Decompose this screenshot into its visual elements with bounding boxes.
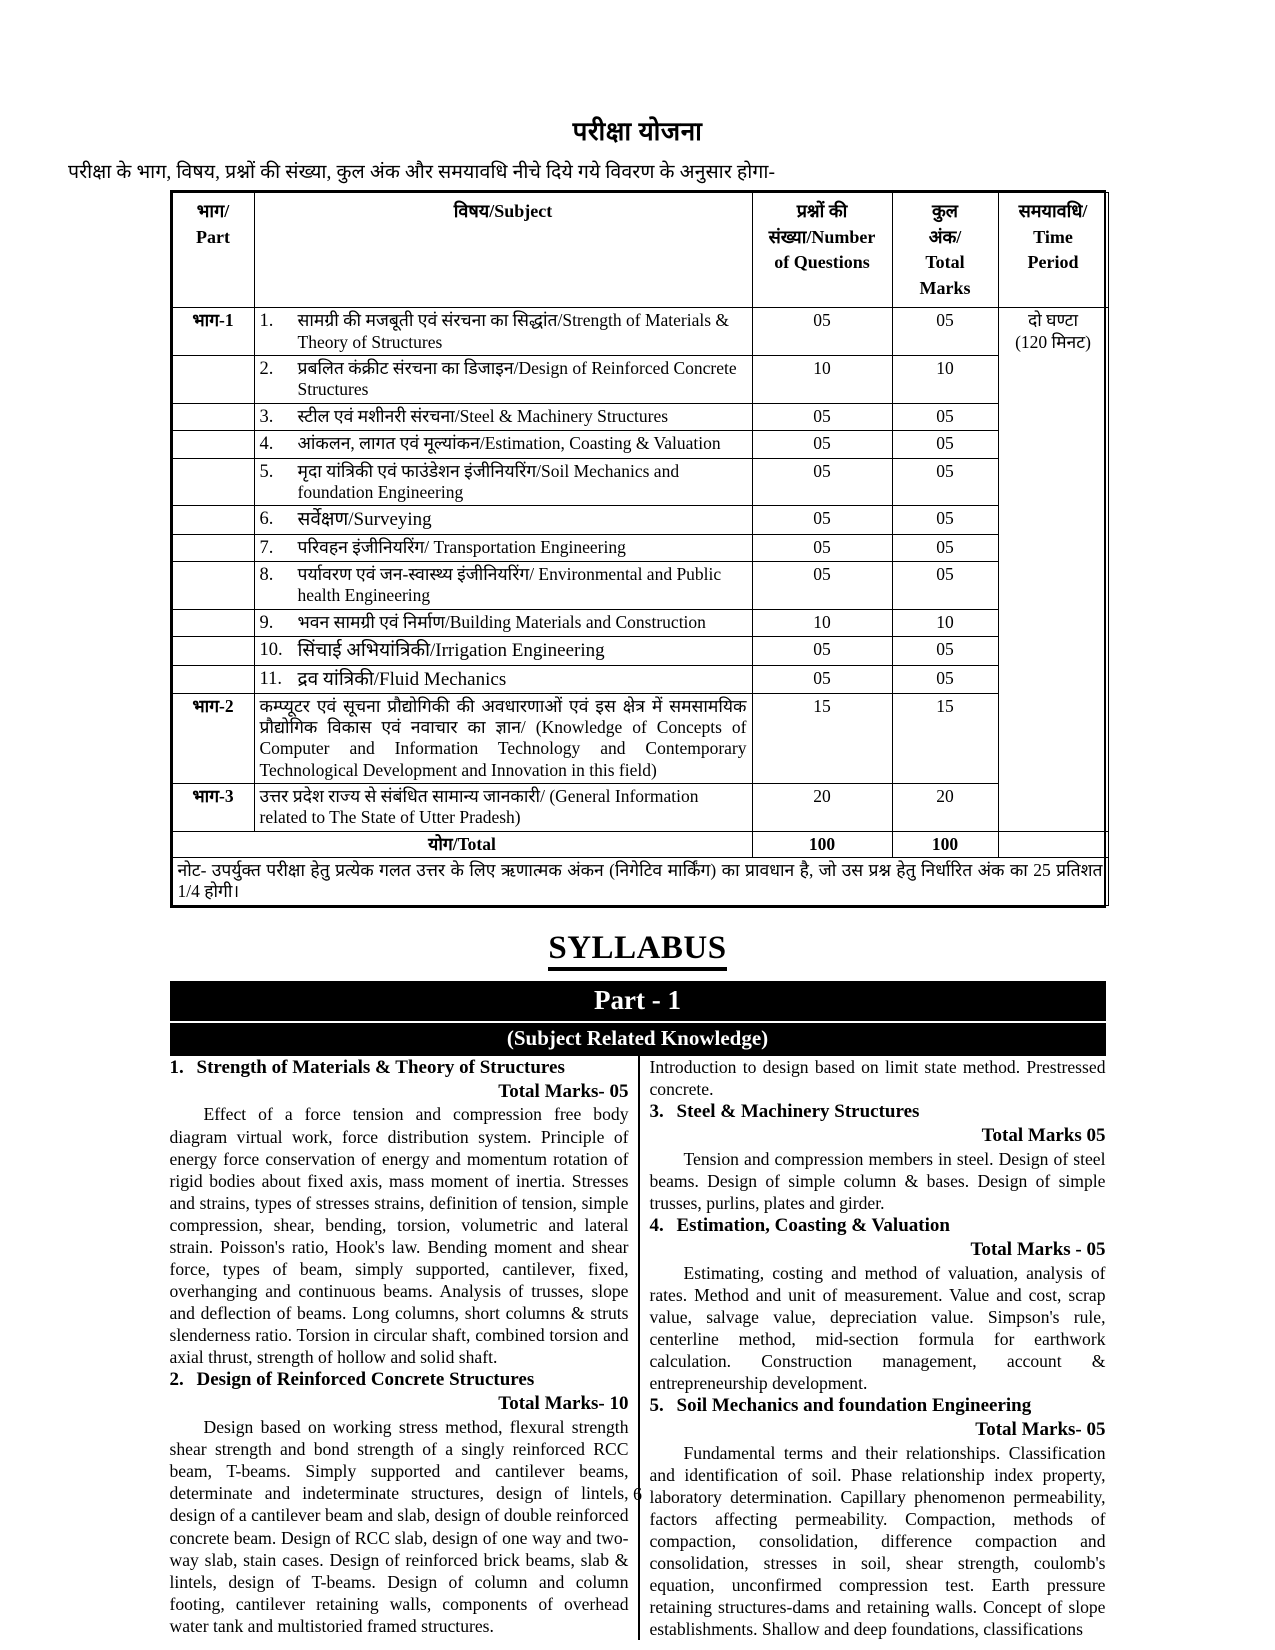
table-row: [172, 665, 1108, 693]
cell-part: [172, 403, 254, 431]
cell-marks: 15: [892, 693, 998, 783]
cell-marks: 05: [892, 637, 998, 665]
subject-text: सर्वेक्षण/Surveying: [297, 509, 432, 531]
column-header-questions-l2: संख्या/Number: [768, 226, 876, 247]
subject-index: 6.: [259, 509, 274, 530]
table-row: [172, 355, 1108, 403]
cell-subject: [254, 562, 752, 610]
syllabus-paragraph: Design based on working stress method, flexural strength shear strength and bond strength of a singly reinforced RCC beam, T-beams. Simply supported and cantilever beams, determinate and indeterminate structures, design of lintels, design of a cantilever beam and slab, design of double reinforced concrete beam. Design of RCC slab, design of one way and two-way slab, stain cases. Design of reinforced brick beams, slab & lintels, design of T-beams. Design of column and column footing, cantilever retaining walls, components of overhead water tank and multistoried framed structures.: [169, 1417, 629, 1636]
cell-part: [172, 637, 254, 665]
column-header-time-l2: Time: [1033, 226, 1073, 247]
column-header-part-hi: भाग/: [196, 201, 230, 221]
subject-index: 7.: [259, 537, 274, 558]
cell-subject: [254, 355, 752, 403]
syllabus-left-column: [170, 1056, 638, 1641]
syllabus-section-number: 1.: [169, 1056, 184, 1078]
syllabus-total-marks: Total Marks- 10: [498, 1393, 629, 1415]
subject-index: 11.: [259, 668, 282, 689]
cell-subject: [254, 431, 752, 459]
syllabus-section-number: 3.: [649, 1100, 664, 1122]
cell-questions: 20: [752, 784, 892, 832]
cell-marks: 10: [892, 355, 998, 403]
cell-questions: 10: [752, 609, 892, 637]
cell-questions: 15: [752, 693, 892, 783]
subject-index: 5.: [259, 461, 274, 482]
syllabus-section-heading: [170, 1056, 629, 1080]
cell-marks: 05: [892, 506, 998, 534]
column-header-marks-l1: कुल: [931, 201, 959, 221]
syllabus-section-title: Design of Reinforced Concrete Structures: [196, 1369, 535, 1391]
cell-questions: 05: [752, 665, 892, 693]
syllabus-total-marks: Total Marks- 05: [975, 1418, 1106, 1440]
time-period-line1: दो घण्टा: [1027, 310, 1078, 331]
cell-part: भाग-3: [172, 784, 254, 832]
cell-marks: 05: [892, 403, 998, 431]
syllabus-paragraph: Effect of a force tension and compression free body diagram virtual work, force distribution system. Principle of energy force conservation of energy and momentum rotation of rigid bodies about fixed axis, mass moment of inertia. Stresses and strains, types of stresses strains, definition of tension, simple compression, shear, bending, torsion, volumetric and lateral strain. Poisson's ratio, Hook's law. Bending moment and shear force, types of beam, simply supported, cantilever, fixed, overhanging and continuous beams. Analysis of trusses, slope and deflection of beams. Long columns, short columns & struts slenderness ratio. Torsion in circular shaft, combined torsion and axial thrust, strength of hollow and solid shaft.: [169, 1104, 629, 1368]
total-time-empty: [998, 831, 1108, 857]
exam-scheme-table-wrapper: [170, 190, 1106, 908]
syllabus-section-number: 2.: [169, 1369, 184, 1391]
column-header-marks-l3: Total: [925, 252, 965, 273]
cell-marks: 05: [892, 431, 998, 459]
subject-text: भवन सामग्री एवं निर्माण/Building Materials and Construction: [297, 611, 706, 632]
table-header-row: [172, 193, 1108, 308]
cell-subject: [254, 308, 752, 356]
cell-marks: 20: [892, 784, 998, 832]
cell-part: [172, 355, 254, 403]
part-banner: Part - 1: [170, 981, 1106, 1023]
subject-text: सिंचाई अभियांत्रिकी/Irrigation Engineering: [297, 640, 605, 662]
syllabus-section-heading: [650, 1214, 1106, 1238]
subject-text: कम्प्यूटर एवं सूचना प्रौद्योगिकी की अवधारणाओं एवं इस क्षेत्र में समसामयिक प्रौद्योगिक विकास एवं नवाचार का ज्ञान/ (Knowledge of Concepts of Computer and Information Technology and Contemporary Technological Development and Innovation in this field): [259, 695, 747, 780]
syllabus-section-title: Estimation, Coasting & Valuation: [676, 1214, 950, 1236]
column-header-time: [998, 193, 1108, 308]
cell-part: भाग-1: [172, 308, 254, 356]
cell-time-period: [998, 308, 1108, 832]
column-header-time-l3: Period: [1027, 252, 1079, 273]
table-row: [172, 562, 1108, 610]
negative-marking-note: नोट- उपर्युक्त परीक्षा हेतु प्रत्येक गलत उत्तर के लिए ऋणात्मक अंकन (निगेटिव मार्किंग) का प्रावधान है, जो उस प्रश्न हेतु निर्धारित अंक का 25 प्रतिशत 1/4 होगी।: [172, 858, 1108, 906]
syllabus-total-marks: Total Marks- 05: [498, 1080, 629, 1102]
cell-questions: 05: [752, 637, 892, 665]
subject-index: 1.: [259, 311, 274, 332]
table-row: [172, 403, 1108, 431]
cell-questions: 05: [752, 534, 892, 562]
table-row: [172, 637, 1108, 665]
table-header: [172, 193, 1108, 308]
cell-subject: [254, 693, 752, 783]
cell-subject: [254, 534, 752, 562]
cell-part: [172, 431, 254, 459]
syllabus-paragraph: Estimating, costing and method of valuation, analysis of rates. Method and unit of measurement. Value and cost, scrap value, salvage value, depreciation value. Simpson's rule, centerline method, mid-section formula for earthwork calculation. Construction management, account & entrepreneurship development.: [649, 1262, 1106, 1393]
syllabus-paragraph: Introduction to design based on limit state method. Prestressed concrete.: [649, 1056, 1106, 1099]
column-header-part-en: Part: [196, 226, 230, 247]
syllabus-total-marks: Total Marks 05: [981, 1124, 1106, 1146]
subject-text: आंकलन, लागत एवं मूल्यांकन/Estimation, Coasting & Valuation: [297, 433, 721, 454]
syllabus-right-column: [638, 1056, 1106, 1641]
subject-text: स्टील एवं मशीनरी संरचना/Steel & Machinery Structures: [297, 405, 669, 426]
subject-index: 9.: [259, 612, 274, 633]
cell-subject: [254, 506, 752, 534]
column-header-marks-l2: अंक/: [928, 226, 962, 247]
table-row: [172, 609, 1108, 637]
cell-marks: 05: [892, 458, 998, 506]
syllabus-section-number: 4.: [649, 1214, 664, 1236]
subject-text: मृदा यांत्रिकी एवं फाउंडेशन इंजीनियरिंग/Soil Mechanics and foundation Engineering: [297, 460, 680, 503]
cell-subject: [254, 665, 752, 693]
cell-questions: 05: [752, 506, 892, 534]
cell-subject: [254, 609, 752, 637]
cell-marks: 10: [892, 609, 998, 637]
subject-text: परिवहन इंजीनियरिंग/ Transportation Engineering: [297, 536, 626, 557]
cell-part: [172, 506, 254, 534]
table-row: [172, 308, 1108, 356]
cell-questions: 10: [752, 355, 892, 403]
subject-text: पर्यावरण एवं जन-स्वास्थ्य इंजीनियरिंग/ Environmental and Public health Engineering: [297, 564, 722, 606]
time-period-line2: (120 मिनट): [1015, 331, 1091, 352]
table-row: [172, 458, 1108, 506]
column-header-questions-l3: of Questions: [774, 252, 870, 273]
subject-index: 3.: [259, 406, 274, 427]
total-label: योग/Total: [172, 831, 752, 857]
cell-part: [172, 458, 254, 506]
subject-banner: (Subject Related Knowledge): [170, 1023, 1106, 1056]
table-row: [172, 506, 1108, 534]
cell-questions: 05: [752, 458, 892, 506]
syllabus-paragraph: Tension and compression members in steel. Design of steel beams. Design of simple column & bases. Design of simple trusses, purlins, plates and girder.: [649, 1148, 1106, 1213]
subject-index: 8.: [259, 565, 274, 586]
subject-text: उत्तर प्रदेश राज्य से संबंधित सामान्य जानकारी/ (General Information related to The State of Utter Pradesh): [259, 786, 699, 828]
cell-part: भाग-2: [172, 693, 254, 783]
total-questions: 100: [752, 831, 892, 857]
syllabus-heading-text: SYLLABUS: [548, 930, 726, 971]
syllabus-heading: [0, 930, 1275, 967]
syllabus-columns: [170, 1056, 1106, 1641]
cell-part: [172, 534, 254, 562]
cell-part: [172, 562, 254, 610]
cell-part: [172, 665, 254, 693]
subject-text: प्रबलित कंक्रीट संरचना का डिजाइन/Design of Reinforced Concrete Structures: [297, 357, 737, 400]
cell-marks: 05: [892, 562, 998, 610]
column-header-questions-l1: प्रश्नों की: [796, 201, 848, 221]
cell-subject: [254, 403, 752, 431]
syllabus-section-number: 5.: [649, 1395, 664, 1417]
page-subtitle: परीक्षा के भाग, विषय, प्रश्नों की संख्या, कुल अंक और समयावधि नीचे दिये गये विवरण के अनुसार होगा-: [68, 162, 776, 183]
column-header-marks: [892, 193, 998, 308]
table-row: [172, 534, 1108, 562]
column-header-marks-l4: Marks: [919, 277, 971, 298]
table-note-row: [172, 858, 1108, 906]
cell-subject: [254, 458, 752, 506]
syllabus-paragraph: Fundamental terms and their relationships. Classification and identification of soil. Phase relationship index property, laboratory determination. Capillary phenomenon permeability, factors affecting permeability. Compaction, methods of compaction, consolidation, difference compaction and consolidation, stresses in soil, shear strength, coulomb's equation, unconfirmed compression test. Earth pressure retaining structures-dams and retaining walls. Concept of slope establishments. Shallow and deep foundations, classifications: [649, 1442, 1106, 1640]
cell-questions: 05: [752, 431, 892, 459]
syllabus-section-heading: [170, 1368, 629, 1392]
syllabus-section-heading: [650, 1100, 1106, 1124]
table-total-row: [172, 831, 1108, 857]
table-body: [172, 308, 1108, 906]
subject-index: 4.: [259, 434, 274, 455]
syllabus-section-title: Soil Mechanics and foundation Engineering: [676, 1395, 1032, 1417]
syllabus-total-marks: Total Marks - 05: [970, 1238, 1106, 1260]
exam-scheme-table: [172, 192, 1109, 906]
page-title: परीक्षा योजना: [572, 117, 703, 146]
table-row: [172, 693, 1108, 783]
column-header-time-l1: समयावधि/: [1018, 201, 1088, 221]
table-row: [172, 431, 1108, 459]
subject-text: द्रव यांत्रिकी/Fluid Mechanics: [297, 668, 507, 690]
subject-text: सामग्री की मजबूती एवं संरचना का सिद्धांत/Strength of Materials & Theory of Structures: [297, 310, 730, 352]
syllabus-section-title: Steel & Machinery Structures: [676, 1100, 920, 1122]
cell-subject: [254, 784, 752, 832]
cell-part: [172, 609, 254, 637]
syllabus-section-heading: [650, 1394, 1106, 1418]
table-row: [172, 784, 1108, 832]
page-number: 6: [633, 1484, 642, 1504]
cell-subject: [254, 637, 752, 665]
total-marks: 100: [892, 831, 998, 857]
column-header-subject: विषय/Subject: [254, 193, 752, 308]
syllabus-section-title: Strength of Materials & Theory of Structures: [196, 1056, 565, 1078]
cell-questions: 05: [752, 403, 892, 431]
cell-marks: 05: [892, 308, 998, 356]
column-header-part: [172, 193, 254, 308]
cell-marks: 05: [892, 534, 998, 562]
column-header-questions: [752, 193, 892, 308]
cell-marks: 05: [892, 665, 998, 693]
subject-index: 10.: [259, 640, 283, 661]
subject-index: 2.: [259, 358, 274, 379]
cell-questions: 05: [752, 308, 892, 356]
cell-questions: 05: [752, 562, 892, 610]
